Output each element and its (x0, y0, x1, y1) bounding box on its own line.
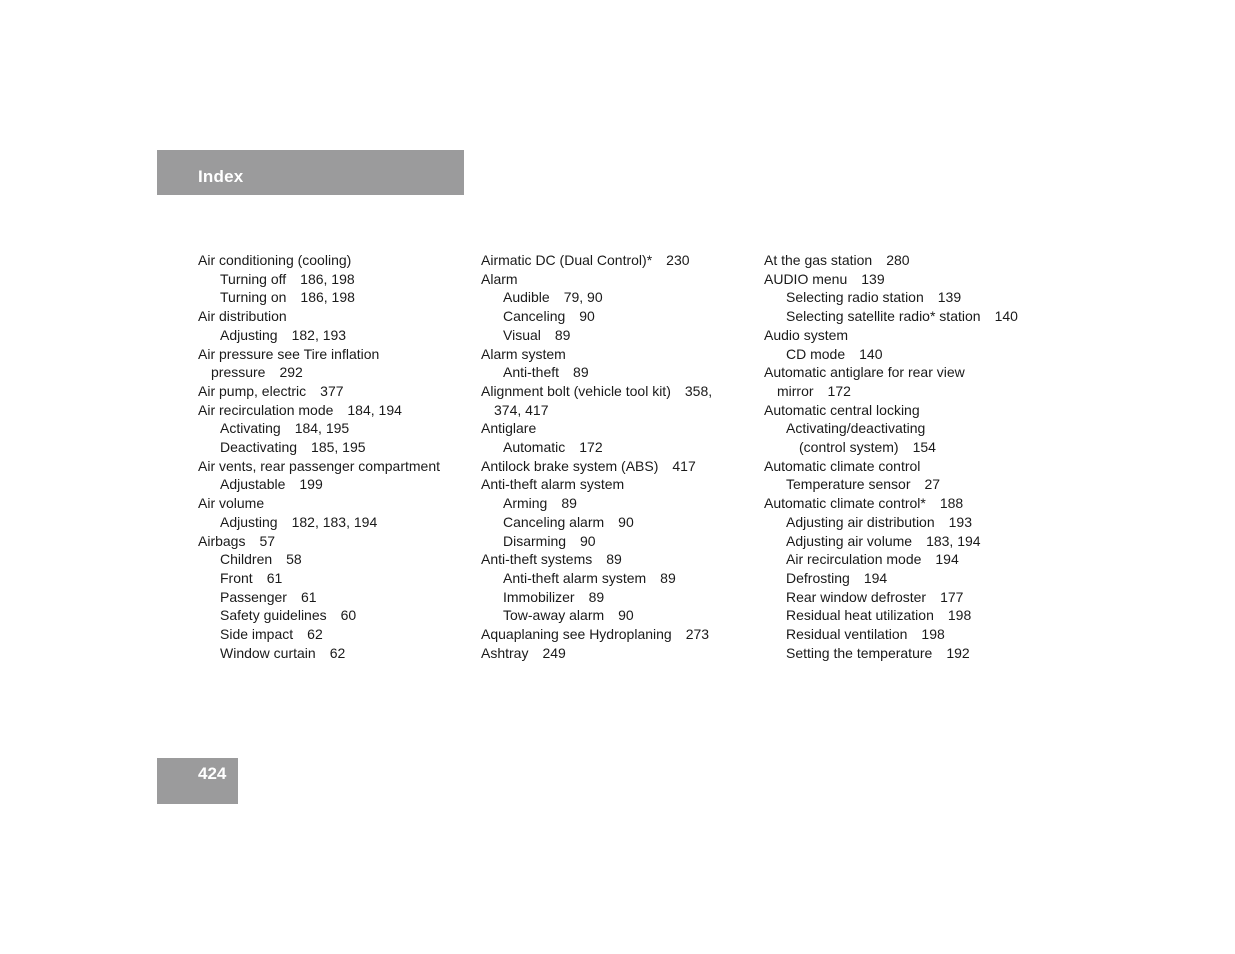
index-entry (198, 307, 440, 326)
index-page-ref[interactable]: 90 (579, 308, 595, 325)
index-term: Adjusting (220, 513, 278, 530)
index-page-ref[interactable]: 184, 194 (347, 401, 402, 418)
index-subentry (198, 419, 440, 438)
index-page-ref[interactable]: 58 (286, 551, 302, 568)
index-page-ref[interactable]: 89 (554, 326, 571, 343)
index-subentry (481, 513, 712, 532)
index-subentry (481, 588, 712, 607)
index-subentry (481, 606, 712, 625)
index-entry-continuation (764, 382, 1018, 401)
index-entry (764, 363, 1018, 382)
index-page-ref[interactable]: 89 (660, 569, 676, 586)
index-page-ref[interactable]: 172 (827, 382, 851, 399)
index-term: Adjusting air distribution (786, 513, 935, 530)
index-term: Automatic climate control* (764, 495, 926, 512)
index-term: Residual ventilation (786, 626, 908, 643)
index-term: Deactivating (220, 439, 298, 456)
index-subentry (198, 588, 440, 607)
index-subentry (198, 606, 440, 625)
index-term: Air distribution (198, 308, 287, 325)
index-page-ref[interactable]: 182, 183, 194 (291, 513, 378, 530)
index-page-ref[interactable]: 177 (940, 588, 964, 605)
index-entry (481, 457, 712, 476)
index-term: Alarm system (481, 345, 566, 362)
index-term: Alarm (481, 270, 518, 287)
index-page-ref[interactable]: 89 (561, 495, 577, 512)
index-page-ref[interactable]: 79, 90 (563, 289, 603, 306)
index-entry (481, 345, 712, 364)
index-page-ref[interactable]: 198 (947, 607, 972, 624)
index-subentry (764, 513, 1018, 532)
index-term: Antilock brake system (ABS) (481, 457, 659, 474)
index-entry (764, 251, 1018, 270)
index-term: mirror (777, 382, 814, 399)
index-term: Adjusting (220, 326, 278, 343)
index-term: Safety guidelines (220, 607, 327, 624)
index-page-ref[interactable]: 139 (937, 289, 962, 306)
index-entry (481, 644, 712, 663)
index-page-ref[interactable]: 194 (935, 551, 959, 568)
index-page-ref[interactable]: 193 (948, 513, 972, 530)
page-number-box (157, 758, 238, 804)
index-page-ref[interactable]: 140 (859, 345, 883, 362)
index-term: Air volume (198, 495, 265, 512)
index-entry (198, 401, 440, 420)
index-term: Activating/deactivating (786, 420, 926, 437)
index-entry (481, 382, 712, 401)
index-term: Air recirculation mode (786, 551, 922, 568)
index-term: Selecting satellite radio* station (786, 308, 981, 325)
index-term: Canceling alarm (503, 513, 605, 530)
page-number: 424 (198, 764, 227, 783)
index-term: Immobilizer (503, 588, 575, 605)
index-term: Air vents, rear passenger compartment (198, 457, 440, 474)
index-subentry (198, 270, 440, 289)
index-term: Temperature sensor (786, 476, 911, 493)
index-page-ref[interactable]: 199 (299, 476, 323, 493)
index-page-ref[interactable]: 89 (588, 588, 605, 605)
index-term: Children (220, 551, 273, 568)
index-term: Anti-theft alarm system (503, 569, 647, 586)
index-term: Side impact (220, 626, 294, 643)
index-page-ref[interactable]: 185, 195 (311, 439, 366, 456)
index-term: Automatic antiglare for rear view (764, 364, 965, 381)
index-entry (481, 625, 712, 644)
index-term: Disarming (503, 532, 567, 549)
page-title: Index (198, 167, 244, 186)
index-term: Selecting radio station (786, 289, 924, 306)
index-entry (481, 270, 712, 289)
index-term: Turning off (220, 270, 287, 287)
index-subentry (764, 625, 1018, 644)
index-term: CD mode (786, 345, 846, 362)
index-term: pressure (211, 364, 266, 381)
index-page-ref[interactable]: 358, (684, 382, 713, 399)
index-page-ref[interactable]: 249 (542, 644, 566, 661)
index-page-ref[interactable]: 182, 193 (291, 326, 347, 343)
index-subentry (481, 288, 712, 307)
index-page-ref[interactable]: 273 (685, 626, 710, 643)
index-term: Adjusting air volume (786, 532, 913, 549)
index-page-ref[interactable]: 377 (320, 382, 344, 399)
index-subentry (764, 307, 1018, 326)
index-entry (764, 326, 1018, 345)
index-subentry (764, 532, 1018, 551)
index-entry (198, 345, 440, 364)
index-term: (control system) (799, 439, 899, 456)
index-page-ref[interactable]: 62 (329, 644, 346, 661)
index-term: At the gas station (764, 252, 873, 268)
index-term: Automatic climate control (764, 457, 921, 474)
index-page-ref[interactable]: 61 (266, 569, 283, 586)
index-entry (764, 401, 1018, 420)
index-page-ref[interactable]: 186, 198 (300, 270, 355, 287)
index-term: Anti-theft systems (481, 551, 593, 568)
index-term: Setting the temperature (786, 644, 933, 661)
index-subentry (481, 326, 712, 345)
index-page-ref[interactable]: 61 (300, 588, 317, 605)
index-entry (481, 251, 712, 270)
index-page-ref[interactable]: 62 (307, 626, 323, 643)
index-subentry (764, 288, 1018, 307)
index-subentry (198, 569, 440, 588)
index-page-ref[interactable]: 27 (924, 476, 941, 493)
index-header-bar (157, 150, 464, 195)
index-subentry (764, 419, 1018, 438)
index-term: Canceling (503, 308, 566, 325)
index-subentry (764, 644, 1018, 663)
index-column-2 (481, 251, 712, 662)
index-page-ref[interactable]: 192 (946, 644, 970, 661)
index-term: Adjustable (220, 476, 286, 493)
index-term: Audible (503, 289, 550, 306)
index-page-ref[interactable]: 57 (259, 532, 276, 549)
index-term: Rear window defroster (786, 588, 927, 605)
index-term: Alignment bolt (vehicle tool kit) (481, 382, 671, 399)
index-term: Defrosting (786, 569, 850, 586)
index-term: Air conditioning (cooling) (198, 252, 352, 268)
index-entry (198, 494, 440, 513)
index-term: Antiglare (481, 420, 537, 437)
index-subentry (198, 438, 440, 457)
index-page-ref[interactable]: 183, 194 (926, 532, 981, 549)
index-column-1 (198, 251, 440, 662)
index-term: Anti-theft alarm system (481, 476, 625, 493)
index-term: AUDIO menu (764, 270, 848, 287)
index-entry (481, 550, 712, 569)
index-term: Automatic (503, 439, 566, 456)
index-page-ref[interactable]: 188 (939, 495, 964, 512)
index-subentry (764, 438, 1018, 457)
index-subentry (481, 363, 712, 382)
index-page-ref[interactable]: 230 (666, 252, 690, 268)
index-page-ref[interactable]: 154 (912, 439, 936, 456)
index-page-ref[interactable]: 90 (580, 532, 596, 549)
index-subentry (764, 569, 1018, 588)
index-page-ref[interactable]: 139 (861, 270, 885, 287)
index-term: Airmatic DC (Dual Control)* (481, 252, 653, 268)
index-term: Automatic central locking (764, 401, 920, 418)
index-entry (198, 251, 440, 270)
index-term: Air pump, electric (198, 382, 307, 399)
index-entry-continuation (481, 401, 712, 420)
index-term: Visual (503, 326, 541, 343)
index-term: Anti-theft (503, 364, 560, 381)
index-entry-continuation (198, 363, 440, 382)
index-term: Tow-away alarm (503, 607, 605, 624)
index-page-ref[interactable]: 90 (618, 513, 634, 530)
index-subentry (764, 606, 1018, 625)
index-term: Air pressure see Tire inflation (198, 345, 380, 362)
index-entry (481, 475, 712, 494)
index-page-ref[interactable]: 194 (863, 569, 888, 586)
index-subentry (764, 550, 1018, 569)
index-term: Airbags (198, 532, 246, 549)
index-subentry (481, 569, 712, 588)
index-term: Front (220, 569, 253, 586)
index-subentry (198, 550, 440, 569)
index-term: Residual heat utilization (786, 607, 934, 624)
index-term: Window curtain (220, 644, 316, 661)
index-page-ref[interactable]: 417 (672, 457, 696, 474)
index-entry (764, 494, 1018, 513)
index-term: Turning on (220, 289, 287, 306)
index-subentry (198, 513, 440, 532)
index-entry (481, 419, 712, 438)
index-term: Aquaplaning see Hydroplaning (481, 626, 672, 643)
index-term: Audio system (764, 326, 849, 343)
index-page-ref[interactable]: 90 (618, 607, 634, 624)
index-page-ref[interactable]: 60 (340, 607, 357, 624)
index-subentry (198, 625, 440, 644)
index-page-ref[interactable]: 198 (921, 626, 945, 643)
index-subentry (764, 588, 1018, 607)
index-page-ref[interactable]: 89 (573, 364, 589, 381)
index-term: Air recirculation mode (198, 401, 334, 418)
index-term: 374, 417 (494, 401, 549, 418)
index-term: Activating (220, 420, 281, 437)
index-entry (764, 270, 1018, 289)
index-column-3 (764, 251, 1018, 662)
index-page-ref[interactable]: 172 (579, 439, 603, 456)
index-term: Passenger (220, 588, 287, 605)
index-page-ref[interactable]: 186, 198 (300, 289, 355, 306)
index-subentry (481, 532, 712, 551)
index-subentry (198, 288, 440, 307)
index-term: Ashtray (481, 644, 529, 661)
index-term: Arming (503, 495, 548, 512)
index-subentry (198, 644, 440, 663)
index-entry (198, 532, 440, 551)
index-subentry (764, 345, 1018, 364)
index-subentry (481, 438, 712, 457)
index-page-ref[interactable]: 280 (886, 252, 910, 268)
index-page-ref[interactable]: 140 (994, 308, 1018, 325)
index-subentry (481, 494, 712, 513)
index-entry (764, 457, 1018, 476)
index-subentry (198, 475, 440, 494)
index-entry (198, 457, 440, 476)
index-subentry (198, 326, 440, 345)
index-subentry (764, 475, 1018, 494)
index-page-ref[interactable]: 292 (279, 364, 303, 381)
index-page-ref[interactable]: 184, 195 (294, 420, 350, 437)
index-entry (198, 382, 440, 401)
index-page-ref[interactable]: 89 (606, 551, 622, 568)
index-subentry (481, 307, 712, 326)
